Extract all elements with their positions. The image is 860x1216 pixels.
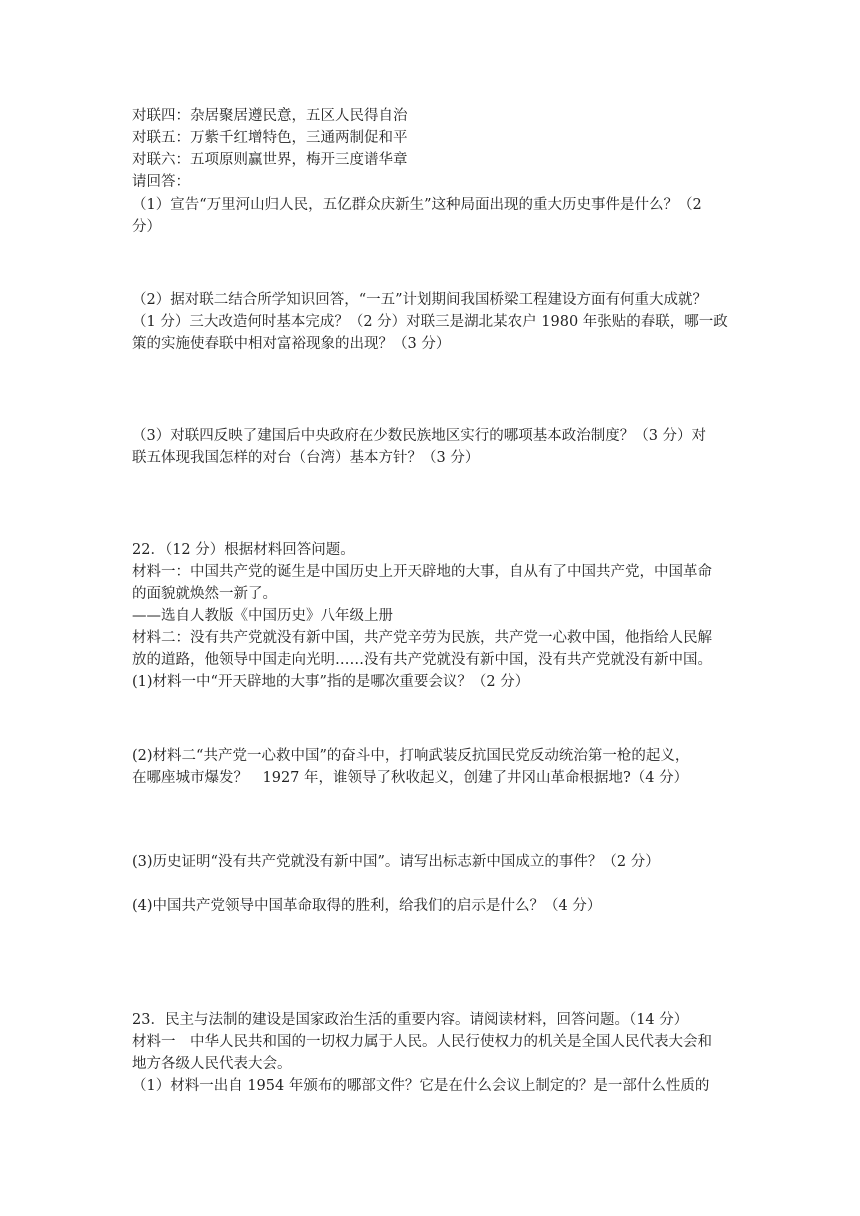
q21-2-line3: 策的实施使春联中相对富裕现象的出现？（3 分） (132, 336, 451, 352)
q22-3: (3)历史证明“没有共产党就没有新中国”。请写出标志新中国成立的事件？（2 分） (132, 854, 660, 870)
q22-4: (4)中国共产党领导中国革命取得的胜利，给我们的启示是什么？（4 分） (132, 898, 602, 914)
q22-heading: 22．（12 分）根据材料回答问题。 (132, 542, 355, 558)
couplet-5: 对联五：万紫千红增特色，三通两制促和平 (132, 130, 408, 146)
q22-2-line2: 在哪座城市爆发？ 1927 年，谁领导了秋收起义，创建了井冈山革命根据地?（4 分） (132, 770, 689, 786)
q23-heading: 23．民主与法制的建设是国家政治生活的重要内容。请阅读材料，回答问题。（14 分） (132, 1012, 689, 1028)
q23-1-line1: （1）材料一出自 1954 年颁布的哪部文件？它是在什么会议上制定的？是一部什么性质的 (132, 1078, 710, 1094)
q22-material2-line2: 放的道路，他领导中国走向光明……没有共产党就没有新中国，没有共产党就没有新中国。 (132, 652, 712, 668)
q22-1: (1)材料一中“开天辟地的大事”指的是哪次重要会议？（2 分） (132, 674, 530, 690)
q22-material1-line2: 的面貌就焕然一新了。 (132, 586, 277, 602)
couplet-6: 对联六：五项原则赢世界，梅开三度谱华章 (132, 152, 408, 168)
q21-3-line2: 联五体现我国怎样的对台（台湾）基本方针？（3 分） (132, 450, 480, 466)
q22-source: ——选自人教版《中国历史》八年级上册 (132, 608, 393, 624)
q21-1-line2: 分） (132, 219, 161, 235)
q22-material1-line1: 材料一：中国共产党的诞生是中国历史上开天辟地的大事，自从有了中国共产党，中国革命 (132, 564, 712, 580)
couplet-4: 对联四：杂居聚居遵民意，五区人民得自治 (132, 108, 408, 124)
q22-2-line1: (2)材料二“共产党一心救中国”的奋斗中，打响武装反抗国民党反动统治第一枪的起义， (132, 748, 690, 764)
q21-2-line1: （2）据对联二结合所学知识回答，“一五”计划期间我国桥梁工程建设方面有何重大成就？ (132, 292, 708, 308)
q23-material1-line1: 材料一 中华人民共和国的一切权力属于人民。人民行使权力的机关是全国人民代表大会和 (132, 1034, 712, 1050)
q21-1-line1: （1）宣告“万里河山归人民，五亿群众庆新生”这种局面出现的重大历史事件是什么？（2 (132, 197, 702, 213)
q21-2-line2: （1 分）三大改造何时基本完成？（2 分）对联三是湖北某农户 1980 年张贴的春联，哪一政 (132, 314, 728, 330)
answer-prompt: 请回答： (132, 174, 190, 190)
q21-3-line1: （3）对联四反映了建国后中央政府在少数民族地区实行的哪项基本政治制度？（3 分）对 (132, 428, 707, 444)
q23-material1-line2: 地方各级人民代表大会。 (132, 1056, 292, 1072)
q22-material2-line1: 材料二：没有共产党就没有新中国，共产党辛劳为民族，共产党一心救中国，他指给人民解 (132, 630, 712, 646)
